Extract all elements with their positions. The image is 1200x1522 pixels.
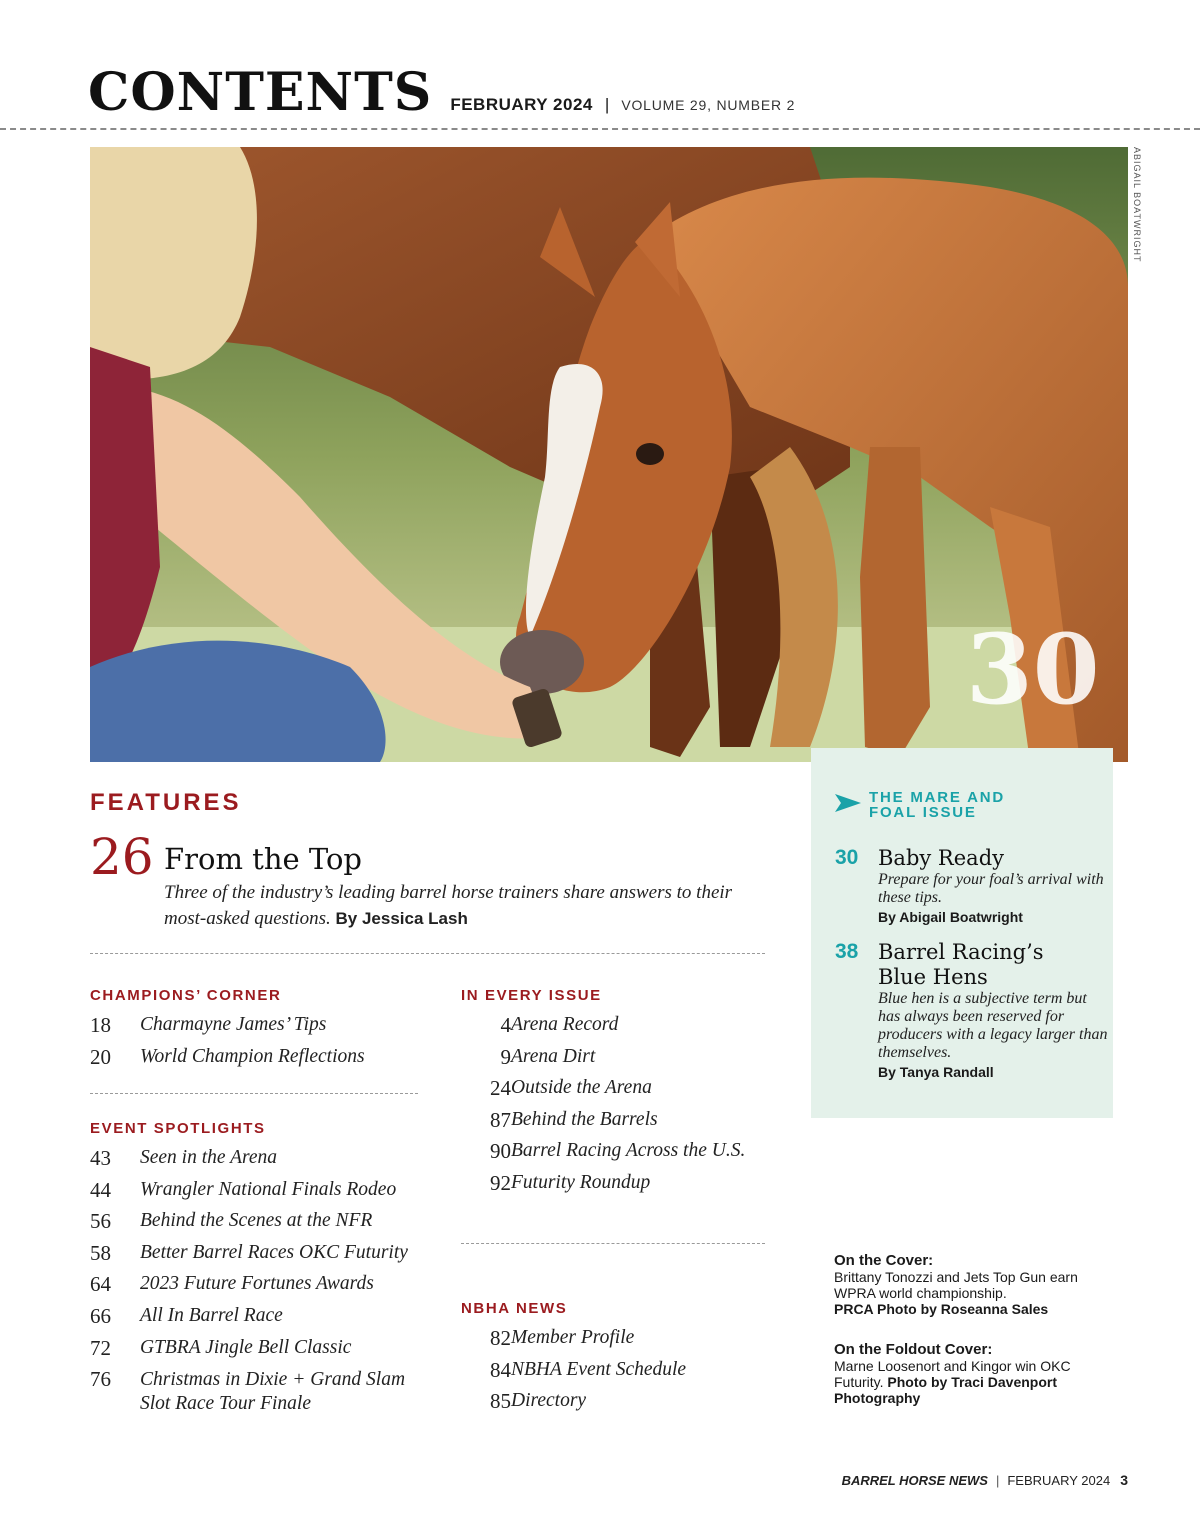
list-item-page: 58 (90, 1240, 111, 1265)
main-feature-description-text: Three of the industry’s leading barrel horse trainers share answers to their most-asked questions. (164, 882, 733, 929)
arrow-icon (835, 794, 861, 812)
list-item-page: 87 (490, 1107, 511, 1132)
list-item[interactable] (90, 1304, 450, 1336)
list-item-title: 2023 Future Fortunes Awards (140, 1273, 374, 1295)
list-item[interactable] (90, 1013, 430, 1045)
sidebar-item-description: Blue hen is a subjective term but has always been reserved for producers with a legacy larger than themselves. (878, 990, 1108, 1061)
footer-issue: FEBRUARY 2024 (1007, 1473, 1111, 1488)
sidebar-item[interactable] (835, 940, 1108, 1080)
list-item[interactable] (461, 1358, 791, 1390)
list-item-page: 92 (490, 1170, 511, 1195)
issue-date: FEBRUARY 2024 (450, 95, 593, 114)
list-item-title: Christmas in Dixie + Grand Slam Slot Race Tour Finale (140, 1369, 406, 1415)
features-heading: FEATURES (90, 789, 242, 816)
champions-corner-heading: CHAMPIONS’ CORNER (90, 987, 282, 1004)
list-item-page: 18 (90, 1013, 111, 1037)
champions-corner-list (90, 1013, 430, 1076)
cover-note (834, 1253, 1104, 1317)
sidebar-heading-line2: FOAL ISSUE (869, 804, 977, 821)
sidebar-heading (835, 790, 1069, 820)
photo-page-number: 30 (966, 613, 1100, 726)
foldout-note-label: On the Foldout Cover: (834, 1341, 993, 1358)
foldout-note-credit: Photo by Traci Davenport Photography (834, 1374, 1058, 1406)
list-item-page: 44 (90, 1177, 111, 1202)
top-divider (0, 128, 1200, 130)
list-item-page: 85 (490, 1389, 511, 1414)
list-item[interactable] (90, 1146, 450, 1178)
list-item[interactable] (461, 1171, 791, 1203)
list-item[interactable] (461, 1045, 791, 1077)
footer-magazine-name: BARREL HORSE NEWS (841, 1473, 988, 1488)
list-item-page: 56 (90, 1209, 111, 1234)
footer-page-number: 3 (1120, 1472, 1128, 1488)
list-item-title: Arena Record (511, 1014, 619, 1035)
foldout-note-text: Marne Loosenort and Kingor win OKC Futurity. (834, 1358, 1071, 1390)
list-item-page: 90 (490, 1139, 511, 1164)
list-item[interactable] (90, 1045, 430, 1077)
list-item-title: All In Barrel Race (140, 1304, 283, 1326)
list-item[interactable] (461, 1389, 791, 1421)
list-item[interactable] (90, 1241, 450, 1273)
main-feature-page: 26 (90, 828, 154, 886)
masthead (88, 62, 795, 122)
list-item-title: Wrangler National Finals Rodeo (140, 1178, 397, 1200)
page-title: CONTENTS (88, 62, 433, 123)
list-item-title: Member Profile (511, 1327, 635, 1348)
list-item-title: Barrel Racing Across the U.S. (511, 1140, 746, 1162)
list-item-title: Behind the Barrels (511, 1108, 658, 1130)
list-item-page: 76 (90, 1367, 111, 1392)
list-item-title: Directory (511, 1390, 587, 1412)
list-item-page: 66 (90, 1303, 111, 1328)
list-item-title: GTBRA Jingle Bell Classic (140, 1336, 352, 1358)
list-item[interactable] (461, 1139, 791, 1171)
list-item-page: 9 (500, 1044, 511, 1069)
list-item[interactable] (90, 1272, 450, 1304)
list-item-title: Arena Dirt (511, 1045, 596, 1067)
list-item-page: 64 (90, 1272, 111, 1297)
page-footer (842, 1472, 1128, 1488)
features-divider (90, 953, 765, 954)
sidebar-item[interactable] (835, 846, 1105, 925)
champions-divider (90, 1093, 418, 1094)
list-item[interactable] (90, 1209, 450, 1241)
list-item[interactable] (90, 1178, 450, 1210)
list-item-page: 4 (500, 1013, 511, 1037)
list-item-title: World Champion Reflections (140, 1045, 365, 1067)
sidebar-heading-text (869, 790, 1069, 820)
in-every-issue-divider (461, 1243, 765, 1244)
cover-note-label: On the Cover: (834, 1252, 934, 1269)
list-item-page: 20 (90, 1044, 111, 1069)
list-item[interactable] (461, 1326, 791, 1358)
sidebar-item-title: Barrel Racing’s Blue Hens (878, 940, 1044, 989)
main-feature-title: From the Top (164, 842, 362, 876)
cover-note-credit: PRCA Photo by Roseanna Sales (834, 1301, 1049, 1317)
list-item-title: Better Barrel Races OKC Futurity (140, 1241, 408, 1263)
cover-note-text: Brittany Tonozzi and Jets Top Gun earn WPRA world championship. (834, 1269, 1078, 1301)
nbha-news-list (461, 1326, 791, 1421)
sidebar-item-page: 38 (835, 940, 859, 963)
list-item-page: 43 (90, 1146, 111, 1170)
list-item-title: Outside the Arena (511, 1077, 652, 1099)
sidebar-heading-line1: THE MARE AND (869, 789, 1006, 806)
masthead-separator: | (604, 95, 610, 114)
list-item-title: Charmayne James’ Tips (140, 1014, 327, 1035)
sidebar-item-description: Prepare for your foal’s arrival with these tips. (878, 871, 1104, 906)
sidebar-item-page: 30 (835, 846, 859, 869)
footer-separator: | (995, 1473, 1000, 1488)
main-feature-description (164, 880, 764, 932)
list-item-page: 84 (490, 1357, 511, 1382)
list-item-title: Behind the Scenes at the NFR (140, 1210, 373, 1232)
main-feature-byline: By Jessica Lash (335, 909, 468, 928)
list-item[interactable] (461, 1076, 791, 1108)
list-item-page: 82 (490, 1326, 511, 1350)
sidebar-item-byline: By Tanya Randall (878, 1064, 994, 1080)
list-item[interactable] (90, 1336, 450, 1368)
sidebar-item-byline: By Abigail Boatwright (878, 909, 1023, 925)
list-item-page: 24 (490, 1076, 511, 1101)
list-item-page: 72 (90, 1335, 111, 1360)
photo-credit: ABIGAIL BOATWRIGHT (1132, 147, 1142, 263)
event-spotlights-list (90, 1146, 450, 1417)
foldout-note-text-wrap (834, 1358, 1104, 1406)
event-spotlights-heading: EVENT SPOTLIGHTS (90, 1120, 266, 1137)
nbha-news-heading: NBHA NEWS (461, 1300, 568, 1317)
sidebar-item-title: Baby Ready (878, 846, 1004, 870)
foldout-note (834, 1342, 1104, 1406)
in-every-issue-heading: IN EVERY ISSUE (461, 987, 602, 1004)
volume-number: VOLUME 29, NUMBER 2 (621, 97, 796, 113)
in-every-issue-list (461, 1013, 791, 1203)
list-item[interactable] (90, 1367, 450, 1417)
list-item-title: NBHA Event Schedule (511, 1358, 687, 1380)
mare-and-foal-sidebar (811, 748, 1113, 1118)
list-item-title: Seen in the Arena (140, 1147, 278, 1168)
list-item[interactable] (461, 1108, 791, 1140)
list-item[interactable] (461, 1013, 791, 1045)
list-item-title: Futurity Roundup (511, 1171, 651, 1193)
